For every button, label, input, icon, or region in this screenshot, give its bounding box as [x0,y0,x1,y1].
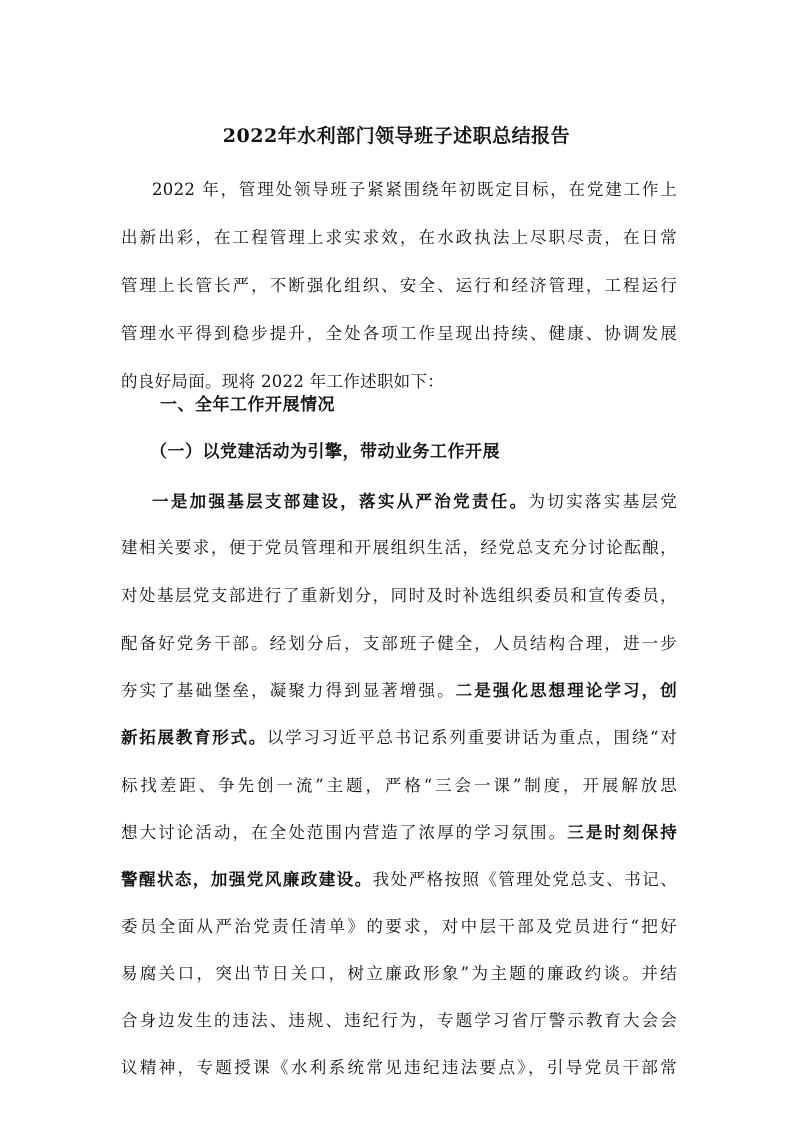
intro-line-1: 2022 年，管理处领导班子紧紧围绕年初既定目标，在党建工作上 [152,180,677,199]
bold-point-1: 一是加强基层支部建设，落实从严治党责任。 [152,492,529,511]
body-text: 以学习习近平总书记系列重要讲话为重点，围绕“对 [266,728,677,747]
body-line-10: 委员全面从严治党责任清单》的要求，对中层干部及党员进行“把好 [121,917,677,936]
bold-point-2: 二是强化思想理论学习，创 [455,681,677,700]
body-line-12: 合身边发生的违法、违规、违纪行为，专题学习省厅警示教育大会会 [121,1011,677,1030]
intro-line-4: 管理水平得到稳步提升，全处各项工作呈现出持续、健康、协调发展 [121,324,677,343]
intro-line-2: 出新出彩，在工程管理上求实求效，在水政执法上尽职尽责，在日常 [121,228,677,247]
body-line-6 [121,718,677,758]
document-title: 2022年水利部门领导班子述职总结报告 [222,125,571,147]
body-line-3: 对处基层党支部进行了重新划分，同时及时补选组织委员和宣传委员， [121,586,677,605]
intro-line-3: 管理上长管长严，不断强化组织、安全、运行和经济管理，工程运行 [121,276,677,295]
body-line-7: 标找差距、争先创一流”主题，严格“三会一课”制度，开展解放思 [121,776,677,795]
bold-point-3: 三是时刻保持 [567,823,677,842]
body-line-8 [121,813,677,853]
subsection-heading-1: （一）以党建活动为引擎，带动业务工作开展 [150,442,500,462]
body-line-2: 建相关要求，便于党员管理和开展组织生活，经党总支充分讨论酝酿， [121,538,677,557]
body-line-1 [152,482,677,522]
body-line-4: 配备好党务干部。经划分后，支部班子健全，人员结构合理，进一步 [121,634,677,653]
body-text: 我处严格按照《管理处党总支、书记、 [372,870,677,889]
body-text: 为切实落实基层党 [528,492,678,511]
body-line-11: 易腐关口，突出节日关口，树立廉政形象”为主题的廉政约谈。并结 [121,964,677,983]
section-heading-1: 一、全年工作开展情况 [160,395,335,415]
body-text: 夯实了基础堡垒，凝聚力得到显著增强。 [121,681,456,700]
body-line-5 [121,671,677,711]
bold-point-3-cont: 警醒状态，加强党风廉政建设。 [121,870,373,889]
intro-line-5: 的良好局面。现将 2022 年工作述职如下： [121,372,445,391]
bold-point-2-cont: 新拓展教育形式。 [121,728,267,747]
body-text: 想大讨论活动，在全处范围内营造了浓厚的学习氛围。 [121,823,568,842]
body-line-9 [121,860,677,900]
body-line-13: 议精神，专题授课《水利系统常见违纪违法要点》，引导党员干部常 [121,1058,677,1077]
